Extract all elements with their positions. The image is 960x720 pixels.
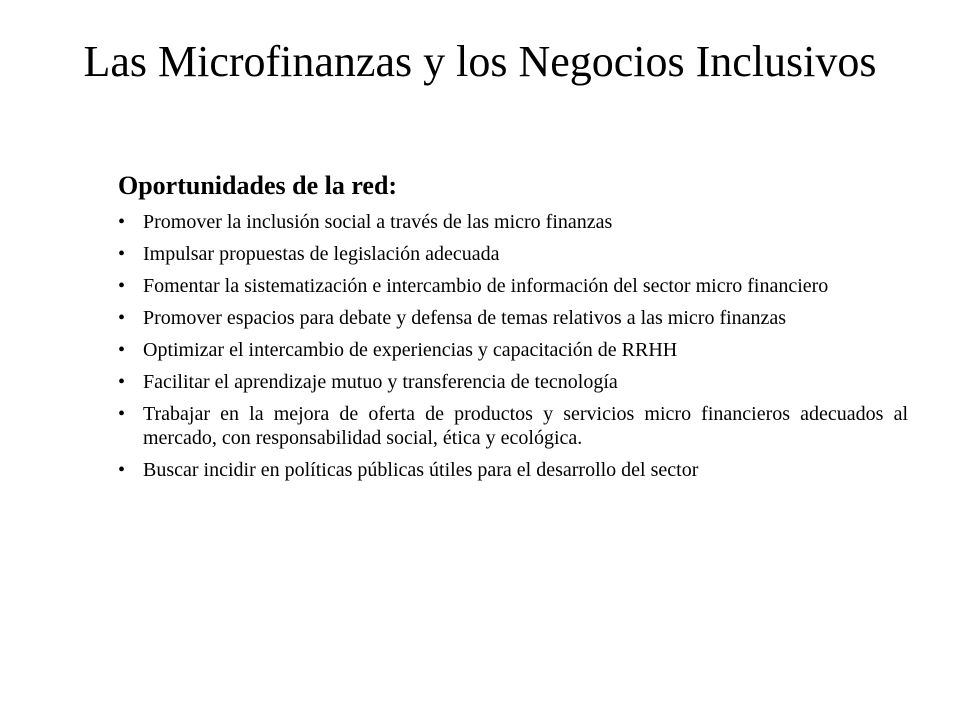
bullet-icon: • — [118, 243, 126, 265]
list-item-text: Fomentar la sistematización e intercambio de información del sector micro financiero — [143, 275, 829, 297]
bullet-icon: • — [118, 307, 126, 329]
list-item-text: Buscar incidir en políticas públicas útiles para el desarrollo del sector — [143, 459, 699, 481]
list-item-text: Facilitar el aprendizaje mutuo y transferencia de tecnología — [143, 371, 618, 393]
list-item-text: Promover espacios para debate y defensa de temas relativos a las micro finanzas — [143, 307, 787, 329]
list-item — [118, 402, 908, 450]
list-item-text: Impulsar propuestas de legislación adecuada — [143, 243, 500, 265]
list-item — [118, 370, 908, 394]
list-item-text: Optimizar el intercambio de experiencias y capacitación de RRHH — [143, 339, 678, 361]
list-item — [118, 242, 908, 266]
bullet-list — [118, 210, 908, 490]
bullet-icon: • — [118, 339, 126, 361]
list-item — [118, 274, 908, 298]
bullet-icon: • — [118, 211, 126, 233]
list-item — [118, 306, 908, 330]
list-item — [118, 458, 908, 482]
bullet-icon: • — [118, 275, 126, 297]
section-subtitle: Oportunidades de la red: — [118, 171, 398, 200]
list-item — [118, 210, 908, 234]
bullet-icon: • — [118, 371, 126, 393]
list-item-text: Promover la inclusión social a través de las micro finanzas — [143, 211, 613, 233]
bullet-icon: • — [118, 459, 126, 481]
bullet-icon: • — [118, 403, 126, 425]
list-item-text: Trabajar en la mejora de oferta de productos y servicios micro financieros adecuados al mercado, con responsabilidad social, ética y ecológica. — [143, 403, 908, 449]
slide-title: Las Microfinanzas y los Negocios Inclusivos — [83, 37, 877, 86]
list-item — [118, 338, 908, 362]
